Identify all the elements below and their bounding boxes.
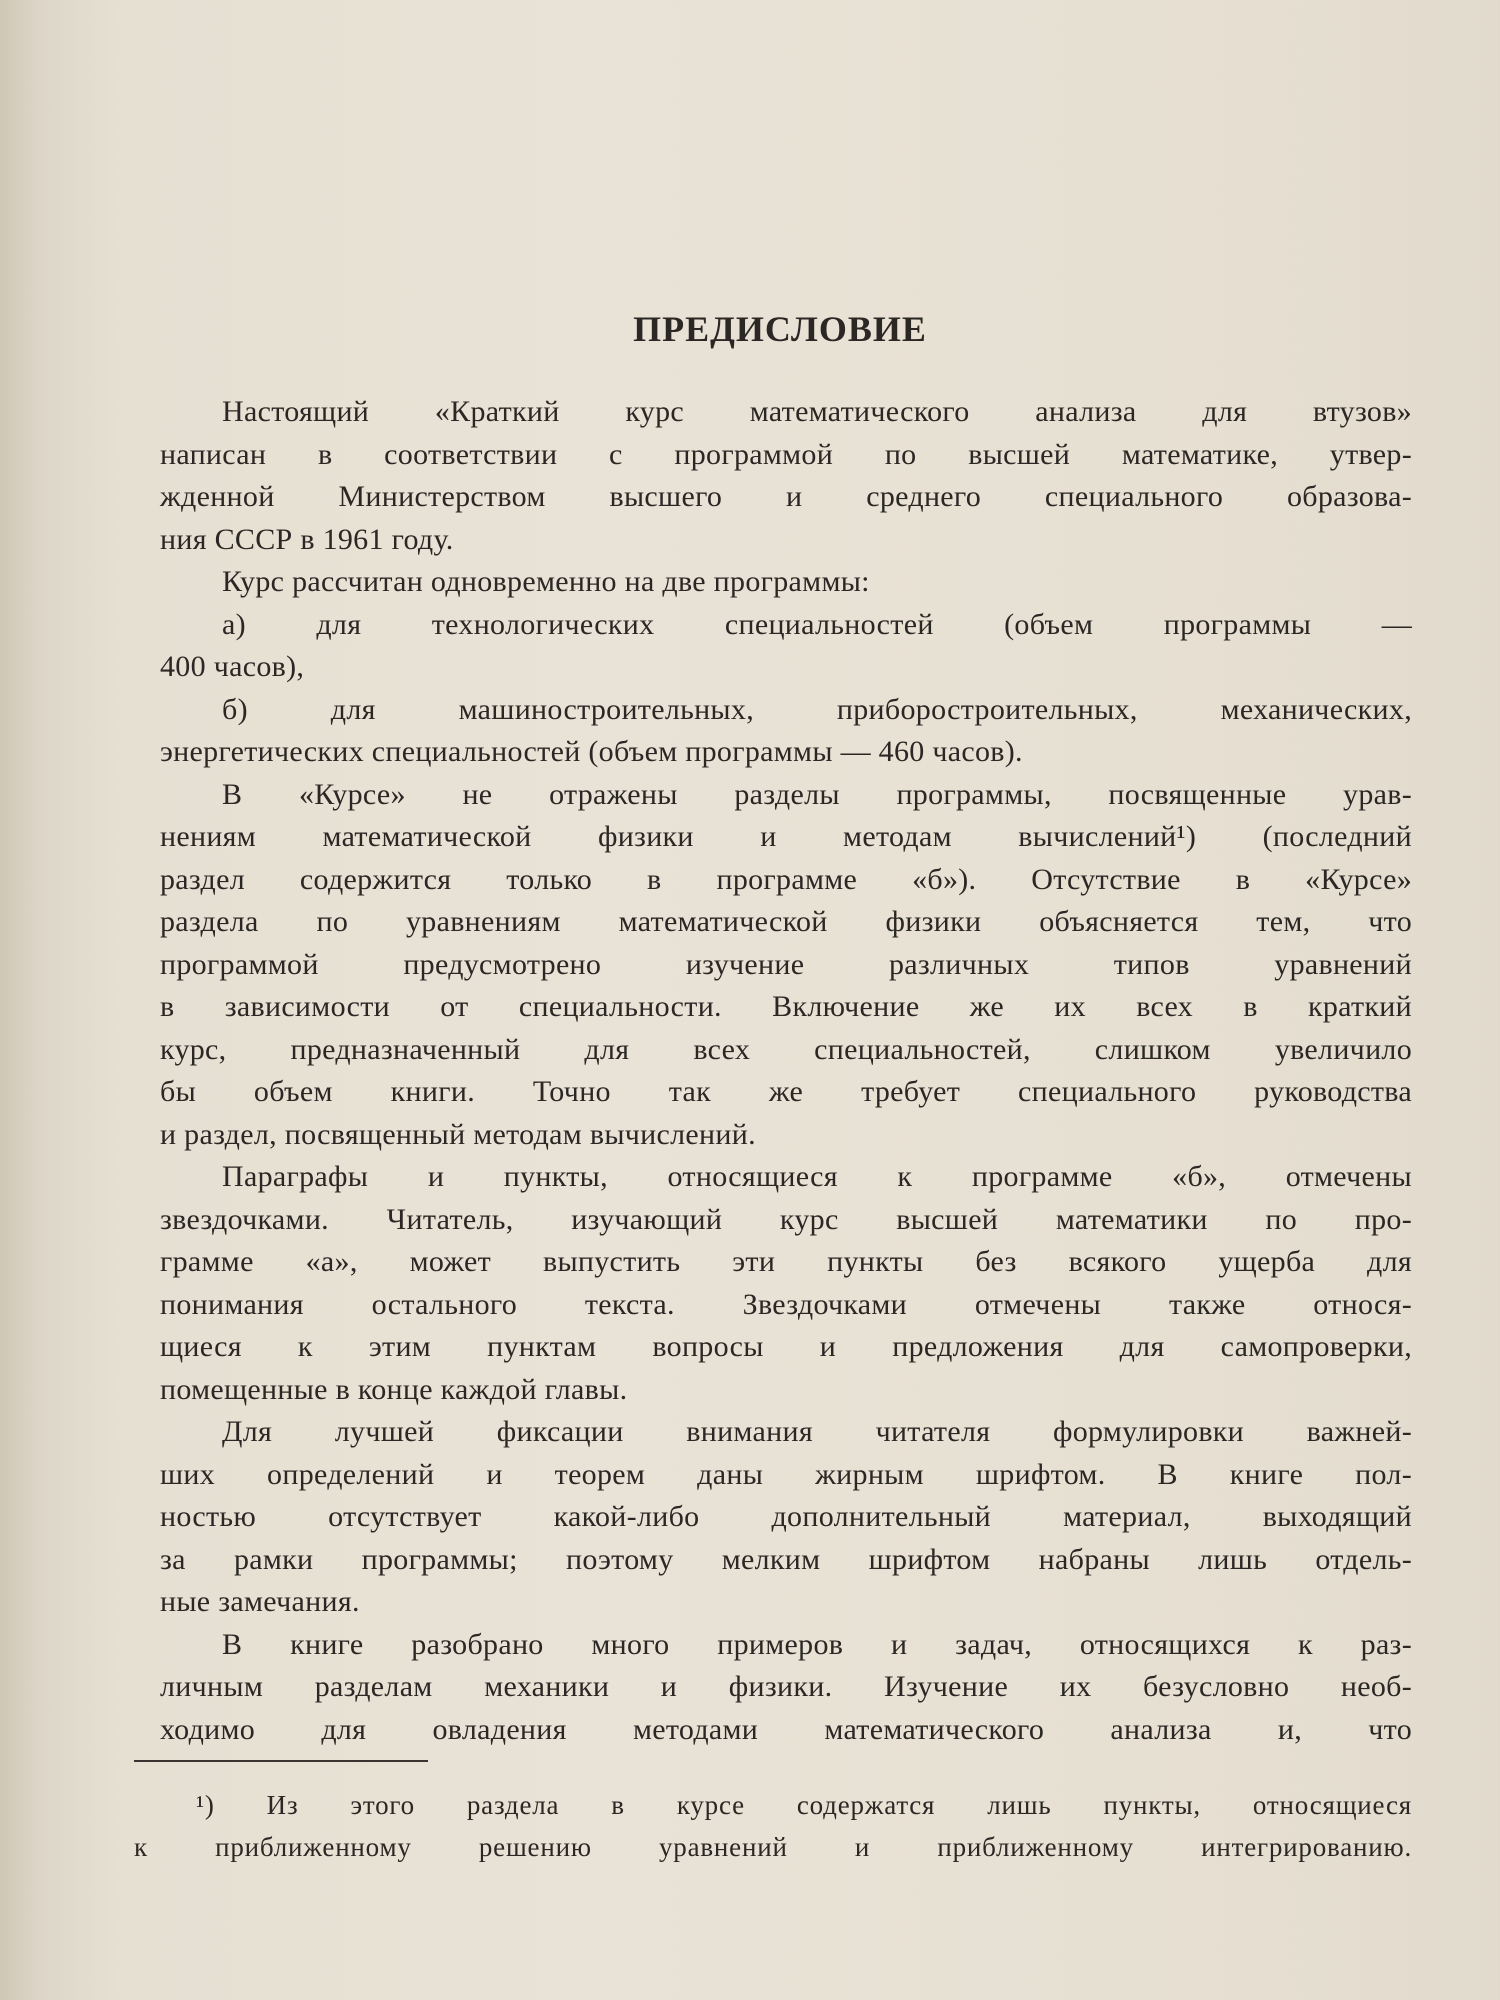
- text-line: Для лучшей фиксации внимания читателя формулировки важней-: [222, 1415, 1412, 1448]
- text-line: щиеся к этим пунктам вопросы и предложения для самопроверки,: [160, 1330, 1412, 1363]
- text-line: в зависимости от специальности. Включение же их всех в краткий: [160, 990, 1412, 1023]
- text-line: нениям математической физики и методам вычислений¹) (последний: [160, 820, 1412, 853]
- text-line: помещенные в конце каждой главы.: [160, 1372, 628, 1406]
- text-line: понимания остального текста. Звездочками отмечены также относя-: [160, 1287, 1412, 1321]
- footnote-line: к приближенному решению уравнений и приближенному интегрированию.: [134, 1832, 1412, 1862]
- text-line: бы объем книги. Точно так же требует специального руководства: [160, 1075, 1412, 1108]
- footnote-divider: [134, 1760, 428, 1762]
- text-line: за рамки программы; поэтому мелким шрифтом набраны лишь отдель-: [160, 1542, 1412, 1576]
- text-line: В книге разобрано много примеров и задач, относящихся к раз-: [222, 1627, 1412, 1661]
- text-line: программой предусмотрено изучение различных типов уравнений: [160, 947, 1412, 981]
- text-line: ния СССР в 1961 году.: [160, 522, 454, 556]
- text-line: ные замечания.: [160, 1585, 360, 1618]
- text-line: В «Курсе» не отражены разделы программы, посвященные урав-: [222, 777, 1412, 811]
- text-line: звездочками. Читатель, изучающий курс высшей математики по про-: [160, 1202, 1412, 1236]
- text-line: личным разделам механики и физики. Изучение их безусловно необ-: [160, 1670, 1412, 1703]
- text-line: написан в соответствии с программой по высшей математике, утвер-: [160, 437, 1412, 471]
- text-line: а) для технологических специальностей (объем программы —: [222, 607, 1412, 641]
- text-line: б) для машиностроительных, приборостроительных, механических,: [222, 692, 1412, 726]
- text-line: Курс рассчитан одновременно на две программы:: [222, 565, 870, 598]
- text-line: жденной Министерством высшего и среднего специального образова-: [160, 480, 1412, 513]
- text-line: раздела по уравнениям математической физики объясняется тем, что: [160, 905, 1412, 938]
- text-line: ших определений и теорем даны жирным шрифтом. В книге пол-: [160, 1457, 1412, 1491]
- text-line: Настоящий «Краткий курс математического анализа для втузов»: [222, 395, 1412, 428]
- text-line: курс, предназначенный для всех специальностей, слишком увеличило: [160, 1032, 1412, 1066]
- text-line: ностью отсутствует какой-либо дополнительный материал, выходящий: [160, 1500, 1412, 1533]
- text-line: Параграфы и пункты, относящиеся к программе «б», отмечены: [222, 1160, 1412, 1193]
- text-line: 400 часов),: [160, 650, 305, 683]
- text-line: ходимо для овладения методами математического анализа и, что: [160, 1712, 1412, 1746]
- footnote-line: ¹) Из этого раздела в курсе содержатся лишь пункты, относящиеся: [196, 1790, 1412, 1820]
- text-line: грамме «а», может выпустить эти пункты без всякого ущерба для: [160, 1245, 1412, 1278]
- page-title: ПРЕДИСЛОВИЕ: [633, 309, 927, 349]
- text-line: раздел содержится только в программе «б»). Отсутствие в «Курсе»: [160, 862, 1412, 896]
- text-line: энергетических специальностей (объем программы — 460 часов).: [160, 735, 1023, 768]
- text-line: и раздел, посвященный методам вычислений.: [160, 1117, 756, 1151]
